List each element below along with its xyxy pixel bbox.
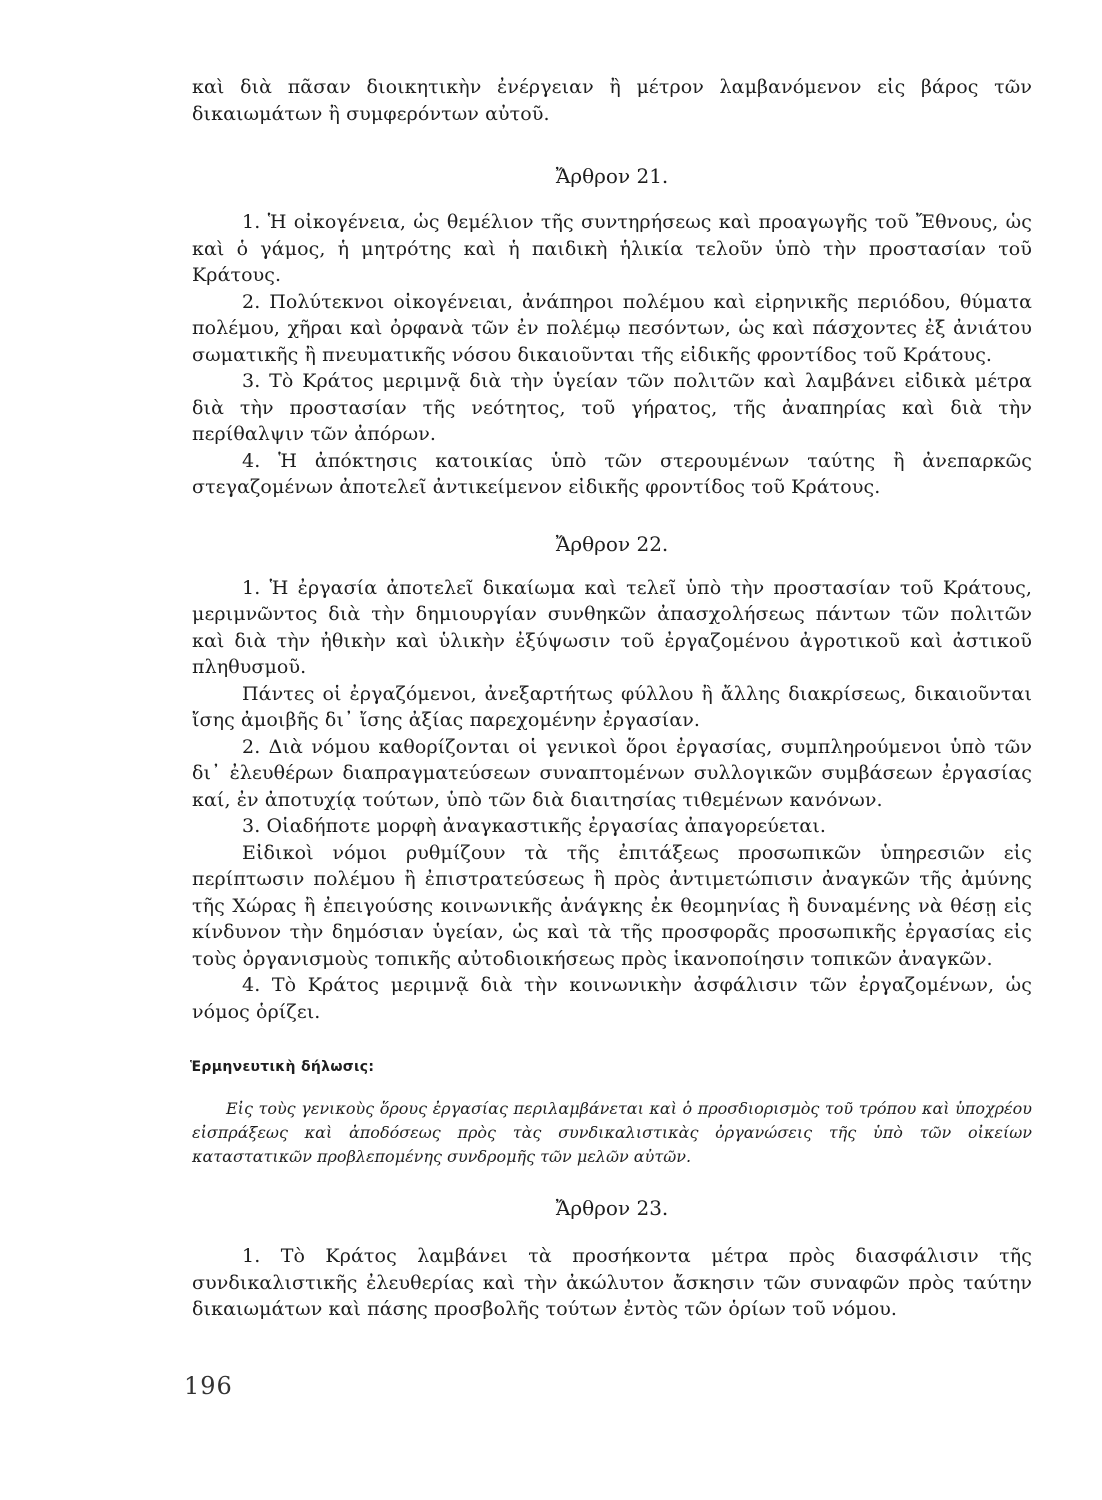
intro-paragraph: καὶ διὰ πᾶσαν διοικητικὴν ἐνέργειαν ἢ μέτρον λαμβανόμενον εἰς βάρος τῶν δικαιωμάτων ἢ συμφερόντων αὐτοῦ. — [192, 76, 1032, 125]
article-21-paragraph-3: 3. Τὸ Κράτος μεριμνᾷ διὰ τὴν ὑγείαν τῶν πολιτῶν καὶ λαμβάνει εἰδικὰ μέτρα διὰ τὴν προστασίαν τῆς νεότητος, τοῦ γήρατος, τῆς ἀναπηρίας καὶ διὰ τὴν περίθαλψιν τῶν ἀπόρων. — [192, 370, 1032, 445]
text-column — [192, 74, 1032, 1323]
article-22-paragraph-3: 3. Οἱαδήποτε μορφὴ ἀναγκαστικῆς ἐργασίας ἀπαγορεύεται. — [242, 815, 827, 837]
article-21-paragraph-1: 1. Ἡ οἰκογένεια, ὡς θεμέλιον τῆς συντηρήσεως καὶ προαγωγῆς τοῦ Ἔθνους, ὡς καὶ ὁ γάμος, ἡ μητρότης καὶ ἡ παιδικὴ ἡλικία τελοῦν ὑπὸ τὴν προστασίαν τοῦ Κράτους. — [192, 211, 1032, 286]
article-21-heading: Ἄρθρον 21. — [555, 164, 669, 188]
article-21-paragraph-4: 4. Ἡ ἀπόκτησις κατοικίας ὑπὸ τῶν στερουμένων ταύτης ἢ ἀνεπαρκῶς στεγαζομένων ἀποτελεῖ ἀντικείμενον εἰδικῆς φροντίδος τοῦ Κράτους. — [192, 449, 1032, 498]
article-22-paragraph-3b: Εἰδικοὶ νόμοι ρυθμίζουν τὰ τῆς ἐπιτάξεως προσωπικῶν ὑπηρεσιῶν εἰς περίπτωσιν πολέμου ἢ ἐπιστρατεύσεως ἢ πρὸς ἀντιμετώπισιν ἀναγκῶν τῆς ἀμύνης τῆς Χώρας ἢ ἐπειγούσης κοινωνικῆς ἀνάγκης ἐκ θεομηνίας ἢ δυναμένης νὰ θέσῃ εἰς κίνδυνον τὴν δημόσιαν ὑγείαν, ὡς καὶ τὰ τῆς προσφορᾶς προσωπικῆς ἐργασίας εἰς τοὺς ὀργανισμοὺς τοπικῆς αὐτοδιοικήσεως πρὸς ἱκανοποίησιν τοπικῶν ἀναγκῶν. — [192, 841, 1032, 970]
page-number: 196 — [184, 1372, 233, 1400]
article-21-paragraph-2: 2. Πολύτεκνοι οἰκογένειαι, ἀνάπηροι πολέμου καὶ εἰρηνικῆς περιόδου, θύματα πολέμου, χῆραι καὶ ὀρφανὰ τῶν ἐν πολέμῳ πεσόντων, ὡς καὶ πάσχοντες ἐξ ἀνιάτου σωματικῆς ἢ πνευματικῆς νόσου δικαιοῦνται τῆς εἰδικῆς φροντίδος τοῦ Κράτους. — [192, 290, 1032, 366]
article-22-paragraph-1: 1. Ἡ ἐργασία ἀποτελεῖ δικαίωμα καὶ τελεῖ ὑπὸ τὴν προστασίαν τοῦ Κράτους, μεριμνῶντος διὰ τὴν δημιουργίαν συνθηκῶν ἀπασχολήσεως πάντων τῶν πολιτῶν καὶ διὰ τὴν ἠθικὴν καὶ ὑλικὴν ἐξύψωσιν τοῦ ἐργαζομένου ἀγροτικοῦ καὶ ἀστικοῦ πληθυσμοῦ. — [192, 576, 1032, 678]
interpretive-declaration-label: Ἑρμηνευτικὴ δήλωσις: — [190, 1059, 375, 1075]
article-22-paragraph-4: 4. Τὸ Κράτος μεριμνᾷ διὰ τὴν κοινωνικὴν ἀσφάλισιν τῶν ἐργαζομένων, ὡς νόμος ὁρίζει. — [192, 974, 1032, 1023]
article-22-heading: Ἄρθρον 22. — [555, 531, 669, 556]
article-22-paragraph-2: 2. Διὰ νόμου καθορίζονται οἱ γενικοὶ ὅροι ἐργασίας, συμπληρούμενοι ὑπὸ τῶν δι᾿ ἐλευθέρων διαπραγματεύσεων συναπτομένων συλλογικῶν συμβάσεων ἐργασίας καί, ἐν ἀποτυχίᾳ τούτων, ὑπὸ τῶν διὰ διαιτησίας τιθεμένων κανόνων. — [192, 735, 1032, 811]
article-23-heading: Ἄρθρον 23. — [555, 1196, 669, 1220]
interpretive-declaration-text: Εἰς τοὺς γενικοὺς ὅρους ἐργασίας περιλαμβάνεται καὶ ὁ προσδιορισμὸς τοῦ τρόπου καὶ ὑποχρέου εἰσπράξεως καὶ ἀποδόσεως πρὸς τὰς συνδικαλιστικὰς ὀργανώσεις τῆς ὑπὸ τῶν οἰκείων καταστατικῶν προβλεπομένης συνδρομῆς τῶν μελῶν αὐτῶν. — [192, 1099, 1032, 1166]
article-23-paragraph-1: 1. Τὸ Κράτος λαμβάνει τὰ προσήκοντα μέτρα πρὸς διασφάλισιν τῆς συνδικαλιστικῆς ἐλευθερίας καὶ τὴν ἀκώλυτον ἄσκησιν τῶν συναφῶν πρὸς ταύτην δικαιωμάτων καὶ πάσης προσβολῆς τούτων ἐντὸς τῶν ὁρίων τοῦ νόμου. — [192, 1245, 1032, 1320]
article-22-paragraph-1b: Πάντες οἱ ἐργαζόμενοι, ἀνεξαρτήτως φύλλου ἢ ἄλλης διακρίσεως, δικαιοῦνται ἴσης ἀμοιβῆς δι᾿ ἴσης ἀξίας παρεχομένην ἐργασίαν. — [192, 682, 1032, 731]
